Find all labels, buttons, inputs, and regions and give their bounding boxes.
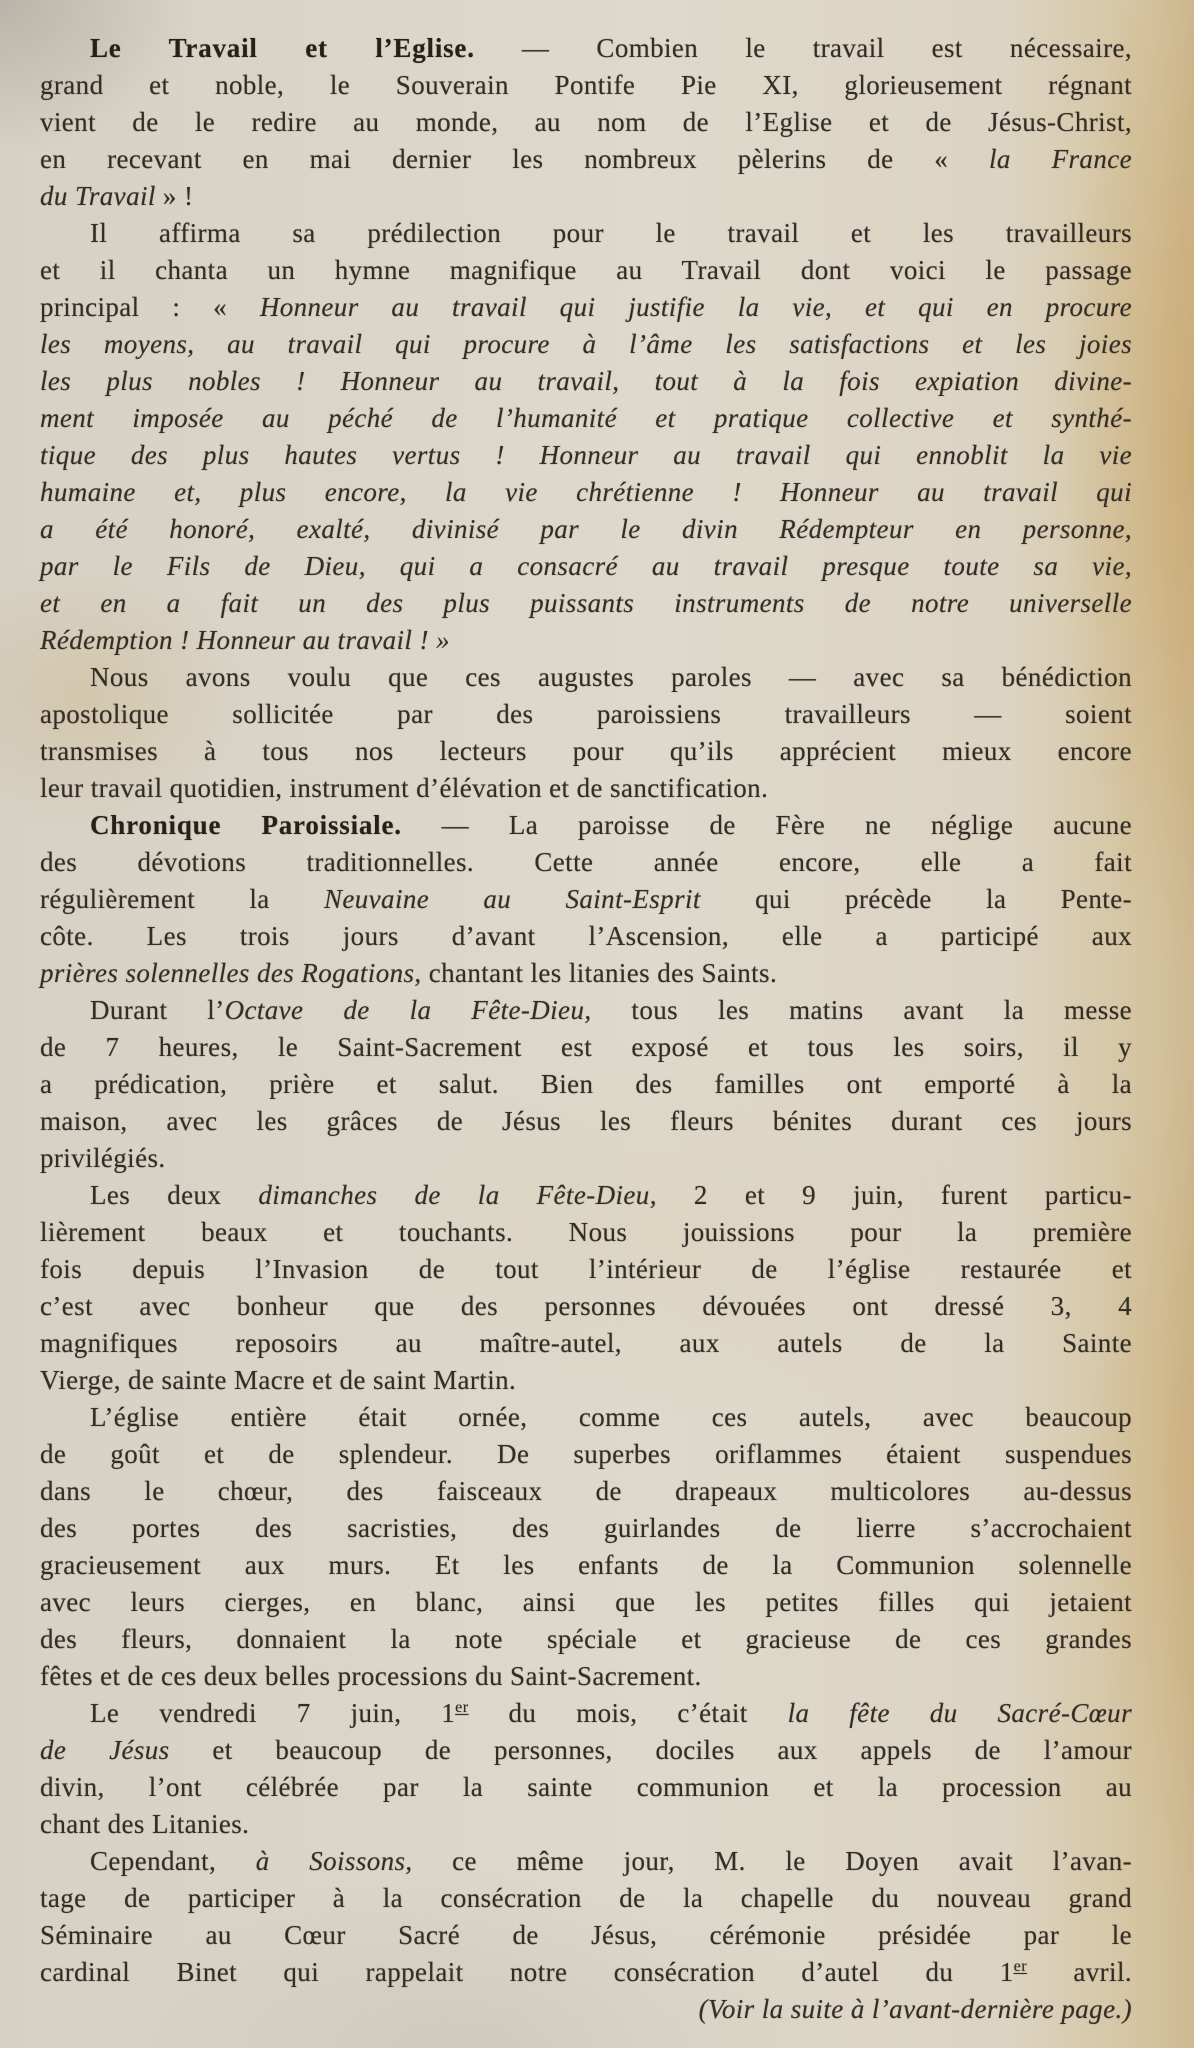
- text-segment: (Voir la suite à l’avant-dernière page.): [698, 1994, 1132, 2024]
- text-line: [40, 1103, 1132, 1140]
- text-segment: les plus nobles ! Honneur au travail, tout à la fois expiation divine-: [40, 366, 1132, 396]
- text-line: [40, 1843, 1132, 1880]
- text-segment: avril.: [1027, 1957, 1133, 1987]
- paragraph-9: [40, 1843, 1132, 2028]
- text-line: [40, 511, 1132, 548]
- text-segment: divin, l’ont célébrée par la sainte communion et la procession au: [40, 1772, 1132, 1802]
- text-segment: principal : «: [40, 292, 260, 322]
- text-segment: c’est avec bonheur que des personnes dévouées ont dressé 3, 4: [40, 1291, 1132, 1321]
- text-line: [40, 807, 1132, 844]
- text-segment: et en a fait un des plus puissants instruments de notre universelle: [40, 588, 1132, 618]
- footer-note: [40, 1991, 1132, 2028]
- text-segment: en recevant en mai dernier les nombreux pèlerins de «: [40, 144, 990, 174]
- text-block: [40, 30, 1132, 2028]
- text-segment: vient de le redire au monde, au nom de l’Eglise et de Jésus-Christ,: [40, 107, 1132, 137]
- text-segment: — Combien le travail est nécessaire,: [474, 33, 1132, 63]
- paragraph-4: [40, 807, 1132, 992]
- text-segment: Séminaire au Cœur Sacré de Jésus, cérémonie présidée par le: [40, 1920, 1132, 1950]
- text-line: [40, 1880, 1132, 1917]
- text-line: [40, 474, 1132, 511]
- text-line: [40, 992, 1132, 1029]
- text-segment: par le Fils de Dieu, qui a consacré au travail presque toute sa vie,: [40, 551, 1132, 581]
- text-segment: — La paroisse de Fère ne néglige aucune: [401, 810, 1132, 840]
- text-line: [40, 844, 1132, 881]
- text-segment: Neuvaine au Saint-Esprit: [323, 884, 701, 914]
- text-segment: » !: [155, 181, 194, 211]
- text-line: [40, 1547, 1132, 1584]
- text-line: [40, 548, 1132, 585]
- text-segment: et beaucoup de personnes, dociles aux appels de l’amour: [169, 1735, 1132, 1765]
- text-segment: 2 et 9 juin, furent particu-: [656, 1180, 1132, 1210]
- text-segment: privilégiés.: [40, 1143, 166, 1173]
- text-segment: du mois, c’était: [468, 1698, 788, 1728]
- text-segment: humaine et, plus encore, la vie chrétienne ! Honneur au travail qui: [40, 477, 1132, 507]
- text-segment: avec leurs cierges, en blanc, ainsi que les petites filles qui jetaient: [40, 1587, 1132, 1617]
- text-segment: ment imposée au péché de l’humanité et pratique collective et synthé-: [40, 403, 1132, 433]
- text-line: [40, 1510, 1132, 1547]
- text-line: [40, 1954, 1132, 1991]
- text-line: [40, 1769, 1132, 1806]
- text-segment: dans le chœur, des faisceaux de drapeaux multicolores au-dessus: [40, 1476, 1132, 1506]
- text-segment: de 7 heures, le Saint-Sacrement est exposé et tous les soirs, il y: [40, 1032, 1132, 1062]
- text-line: [40, 363, 1132, 400]
- text-line: [40, 1436, 1132, 1473]
- text-line: [40, 1362, 1132, 1399]
- text-line: [40, 881, 1132, 918]
- text-line: [40, 770, 1132, 807]
- text-line: [40, 1066, 1132, 1103]
- text-segment: côte. Les trois jours d’avant l’Ascension, elle a participé aux: [40, 921, 1132, 951]
- text-line: [40, 30, 1132, 67]
- section-heading: Le Travail et l’Eglise.: [90, 33, 475, 63]
- text-segment: maison, avec les grâces de Jésus les fleurs bénites durant ces jours: [40, 1106, 1132, 1136]
- text-segment: Nous avons voulu que ces augustes paroles — avec sa bénédiction: [90, 662, 1132, 692]
- text-line: [40, 585, 1132, 622]
- text-segment: fois depuis l’Invasion de tout l’intérieur de l’église restaurée et: [40, 1254, 1132, 1284]
- text-segment: régulièrement la: [40, 884, 324, 914]
- text-line: [40, 659, 1132, 696]
- text-segment: er: [1013, 1957, 1027, 1975]
- text-line: [40, 1695, 1132, 1732]
- text-line: [40, 1917, 1132, 1954]
- text-segment: magnifiques reposoirs au maître-autel, aux autels de la Sainte: [40, 1328, 1132, 1358]
- text-line: [40, 104, 1132, 141]
- text-segment: chantant les litanies des Saints.: [421, 958, 778, 988]
- text-segment: Il affirma sa prédilection pour le travail et les travailleurs: [90, 218, 1132, 248]
- text-line: [40, 1029, 1132, 1066]
- text-line: [40, 67, 1132, 104]
- text-line: [40, 437, 1132, 474]
- text-segment: transmises à tous nos lecteurs pour qu’ils apprécient mieux encore: [40, 736, 1132, 766]
- text-line: [40, 1473, 1132, 1510]
- text-segment: Cependant,: [90, 1846, 256, 1876]
- text-line: [40, 178, 1132, 215]
- text-segment: leur travail quotidien, instrument d’élévation et de sanctification.: [40, 773, 769, 803]
- text-segment: Les deux: [90, 1180, 259, 1210]
- paragraph-8: [40, 1695, 1132, 1843]
- text-line: [40, 252, 1132, 289]
- text-line: [40, 1584, 1132, 1621]
- text-line: [40, 733, 1132, 770]
- text-line: [40, 918, 1132, 955]
- text-segment: la France: [989, 144, 1132, 174]
- text-segment: lièrement beaux et touchants. Nous jouissions pour la première: [40, 1217, 1132, 1247]
- text-segment: a été honoré, exalté, divinisé par le divin Rédempteur en personne,: [40, 514, 1132, 544]
- text-segment: Vierge, de sainte Macre et de saint Martin.: [40, 1365, 517, 1395]
- text-segment: tage de participer à la consécration de la chapelle du nouveau grand: [40, 1883, 1132, 1913]
- section-heading: Chronique Paroissiale.: [90, 810, 402, 840]
- text-line: [40, 1658, 1132, 1695]
- text-line: [40, 141, 1132, 178]
- text-segment: a prédication, prière et salut. Bien des familles ont emporté à la: [40, 1069, 1132, 1099]
- paragraph-7: [40, 1399, 1132, 1695]
- text-segment: L’église entière était ornée, comme ces autels, avec beaucoup: [90, 1402, 1132, 1432]
- text-segment: Durant l’: [90, 995, 225, 1025]
- text-segment: Octave de la Fête-Dieu,: [224, 995, 592, 1025]
- text-segment: chant des Litanies.: [40, 1809, 250, 1839]
- text-line: [40, 1214, 1132, 1251]
- text-line: [40, 215, 1132, 252]
- text-segment: tique des plus hautes vertus ! Honneur au travail qui ennoblit la vie: [40, 440, 1132, 470]
- text-line: [40, 400, 1132, 437]
- paragraph-6: [40, 1177, 1132, 1399]
- text-segment: les moyens, au travail qui procure à l’âme les satisfactions et les joies: [40, 329, 1132, 359]
- text-line: [40, 622, 1132, 659]
- text-segment: Honneur au travail qui justifie la vie, et qui en procure: [259, 292, 1132, 322]
- text-segment: cardinal Binet qui rappelait notre consécration d’autel du 1: [40, 1957, 1014, 1987]
- text-segment: de Jésus: [40, 1735, 170, 1765]
- paragraph-1: [40, 30, 1132, 215]
- text-line: [40, 1325, 1132, 1362]
- text-segment: prières solennelles des Rogations,: [40, 958, 422, 988]
- text-line: [40, 1140, 1132, 1177]
- text-segment: à Soissons,: [255, 1846, 413, 1876]
- text-segment: grand et noble, le Souverain Pontife Pie XI, glorieusement régnant: [40, 70, 1132, 100]
- text-line: [40, 289, 1132, 326]
- text-line: [40, 955, 1132, 992]
- paragraph-3: [40, 659, 1132, 807]
- text-segment: er: [455, 1698, 469, 1716]
- text-line: [40, 1288, 1132, 1325]
- text-segment: du Travail: [40, 181, 156, 211]
- text-segment: et il chanta un hymne magnifique au Travail dont voici le passage: [40, 255, 1132, 285]
- text-segment: apostolique sollicitée par des paroissiens travailleurs — soient: [40, 699, 1132, 729]
- text-segment: de goût et de splendeur. De superbes oriflammes étaient suspendues: [40, 1439, 1132, 1469]
- text-segment: des portes des sacristies, des guirlandes de lierre s’accrochaient: [40, 1513, 1132, 1543]
- text-line: [40, 1177, 1132, 1214]
- paragraph-2: [40, 215, 1132, 659]
- text-segment: ce même jour, M. le Doyen avait l’avan-: [412, 1846, 1132, 1876]
- text-line: [40, 696, 1132, 733]
- text-segment: gracieusement aux murs. Et les enfants de la Communion solennelle: [40, 1550, 1132, 1580]
- text-segment: Le vendredi 7 juin, 1: [90, 1698, 456, 1728]
- text-segment: dimanches de la Fête-Dieu,: [258, 1180, 657, 1210]
- text-line: [40, 1621, 1132, 1658]
- text-segment: des fleurs, donnaient la note spéciale et gracieuse de ces grandes: [40, 1624, 1132, 1654]
- text-line: [40, 1251, 1132, 1288]
- text-segment: des dévotions traditionnelles. Cette année encore, elle a fait: [40, 847, 1132, 877]
- text-segment: Rédemption ! Honneur au travail ! »: [40, 625, 450, 655]
- text-segment: tous les matins avant la messe: [591, 995, 1132, 1025]
- text-line: [40, 326, 1132, 363]
- text-segment: fêtes et de ces deux belles processions du Saint-Sacrement.: [40, 1661, 702, 1691]
- text-line: [40, 1732, 1132, 1769]
- text-segment: qui précède la Pente-: [700, 884, 1132, 914]
- text-line: [40, 1399, 1132, 1436]
- text-segment: la fête du Sacré-Cœur: [787, 1698, 1132, 1728]
- text-line: [40, 1806, 1132, 1843]
- paragraph-5: [40, 992, 1132, 1177]
